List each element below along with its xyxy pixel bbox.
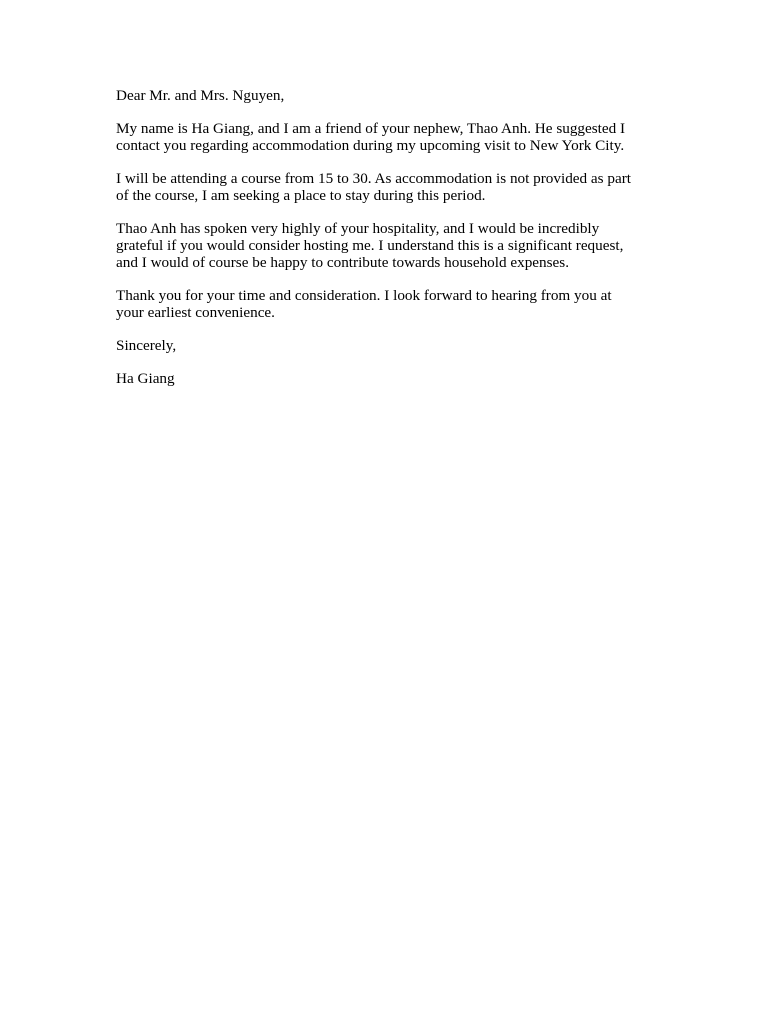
letter-salutation: Dear Mr. and Mrs. Nguyen, <box>116 87 285 104</box>
letter-paragraph-thanks: Thank you for your time and consideration. I look forward to hearing from you at your earliest convenience. <box>116 287 612 321</box>
letter-paragraph-course: I will be attending a course from 15 to 30. As accommodation is not provided as part of the course, I am seeking a place to stay during this period. <box>116 170 631 204</box>
letter-paragraph-request: Thao Anh has spoken very highly of your hospitality, and I would be incredibly grateful if you would consider hosting me. I understand this is a significant request, and I would of course be happy to contribute towards household expenses. <box>116 220 624 271</box>
letter-body <box>116 87 656 403</box>
letter-paragraph-intro: My name is Ha Giang, and I am a friend of your nephew, Thao Anh. He suggested I contact you regarding accommodation during my upcoming visit to New York City. <box>116 120 626 154</box>
letter-closing: Sincerely, <box>116 337 177 354</box>
letter-signature: Ha Giang <box>116 370 175 387</box>
